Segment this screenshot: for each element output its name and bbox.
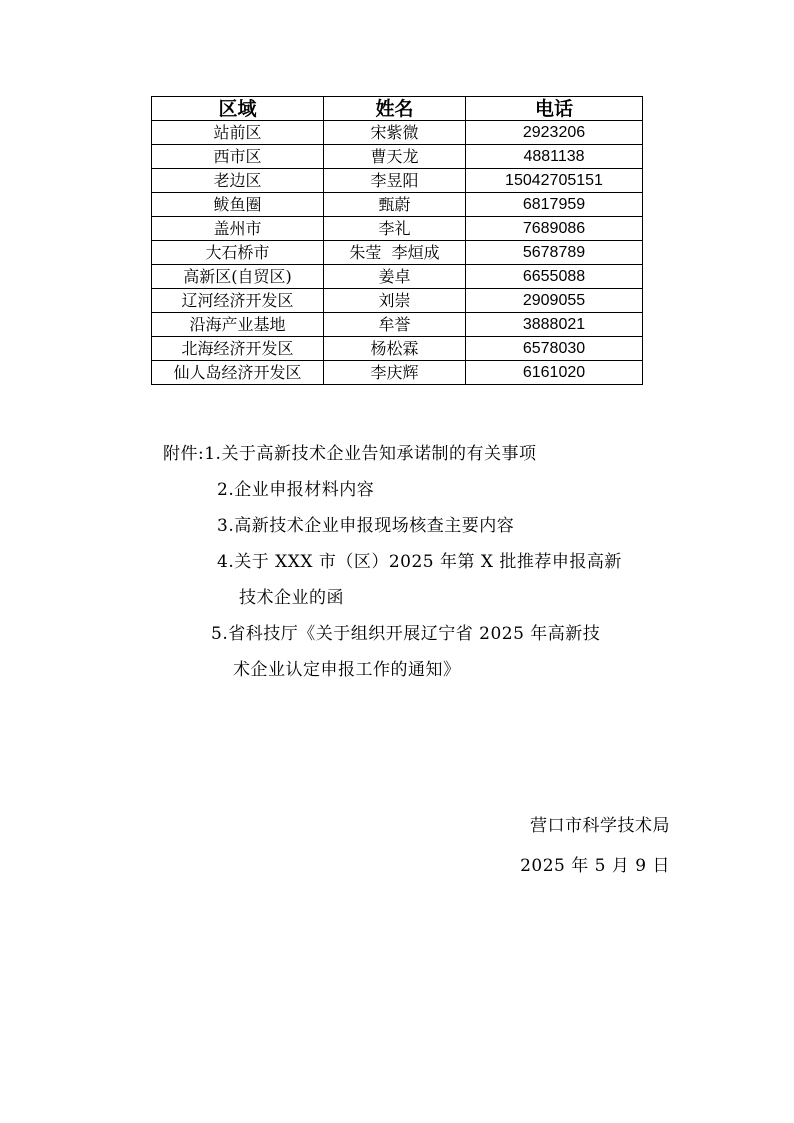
table-row <box>152 145 643 169</box>
phone-cell: 2909055 <box>466 289 643 313</box>
table-row <box>152 313 643 337</box>
area-cell: 大石桥市 <box>152 241 324 265</box>
phone-cell: 7689086 <box>466 217 643 241</box>
area-cell: 辽河经济开发区 <box>152 289 324 313</box>
attachment-item-4-continued: 技术企业的函 <box>239 588 344 608</box>
area-cell: 北海经济开发区 <box>152 337 324 361</box>
header-name: 姓名 <box>324 97 466 121</box>
header-phone: 电话 <box>466 97 643 121</box>
table-row <box>152 337 643 361</box>
contact-table <box>151 96 643 385</box>
attachments-section <box>163 436 683 688</box>
attachment-item-5-continued: 术企业认定申报工作的通知》 <box>233 660 461 680</box>
name-cell: 李昱阳 <box>324 169 466 193</box>
area-cell: 盖州市 <box>152 217 324 241</box>
table-row <box>152 241 643 265</box>
phone-cell: 6161020 <box>466 361 643 385</box>
name-cell: 李礼 <box>324 217 466 241</box>
table-row <box>152 361 643 385</box>
attachment-text: 1.关于高新技术企业告知承诺制的有关事项 <box>204 444 537 464</box>
area-cell: 站前区 <box>152 121 324 145</box>
attachment-item-1 <box>163 436 683 472</box>
phone-cell: 15042705151 <box>466 169 643 193</box>
name-cell: 杨松霖 <box>324 337 466 361</box>
phone-cell: 6578030 <box>466 337 643 361</box>
table-row <box>152 193 643 217</box>
area-cell: 仙人岛经济开发区 <box>152 361 324 385</box>
name-cell: 曹天龙 <box>324 145 466 169</box>
table-row <box>152 169 643 193</box>
area-cell: 沿海产业基地 <box>152 313 324 337</box>
phone-cell: 6817959 <box>466 193 643 217</box>
name-cell: 牟誉 <box>324 313 466 337</box>
name-cell: 李庆辉 <box>324 361 466 385</box>
attachment-item-2: 2.企业申报材料内容 <box>217 480 375 500</box>
area-cell: 高新区(自贸区) <box>152 265 324 289</box>
area-cell: 西市区 <box>152 145 324 169</box>
name-cell: 朱莹 李烜成 <box>324 241 466 265</box>
header-area: 区域 <box>152 97 324 121</box>
table-row <box>152 217 643 241</box>
area-cell: 老边区 <box>152 169 324 193</box>
phone-cell: 2923206 <box>466 121 643 145</box>
table-row <box>152 121 643 145</box>
name-cell: 刘崇 <box>324 289 466 313</box>
table-header-row <box>152 97 643 121</box>
issue-date: 2025 年 5 月 9 日 <box>520 856 670 876</box>
attachments-prefix: 附件: <box>163 444 205 464</box>
phone-cell: 6655088 <box>466 265 643 289</box>
phone-cell: 4881138 <box>466 145 643 169</box>
phone-cell: 3888021 <box>466 313 643 337</box>
name-cell: 宋紫微 <box>324 121 466 145</box>
signature-block <box>520 806 670 886</box>
attachment-item-5: 5.省科技厅《关于组织开展辽宁省 2025 年高新技 <box>211 624 601 644</box>
issuing-organization: 营口市科学技术局 <box>530 816 670 836</box>
name-cell: 甄蔚 <box>324 193 466 217</box>
attachment-item-3: 3.高新技术企业申报现场核查主要内容 <box>217 516 515 536</box>
table-row <box>152 289 643 313</box>
area-cell: 鲅鱼圈 <box>152 193 324 217</box>
attachment-item-4: 4.关于 XXX 市（区）2025 年第 X 批推荐申报高新 <box>217 552 622 572</box>
table-row <box>152 265 643 289</box>
phone-cell: 5678789 <box>466 241 643 265</box>
name-cell: 姜卓 <box>324 265 466 289</box>
